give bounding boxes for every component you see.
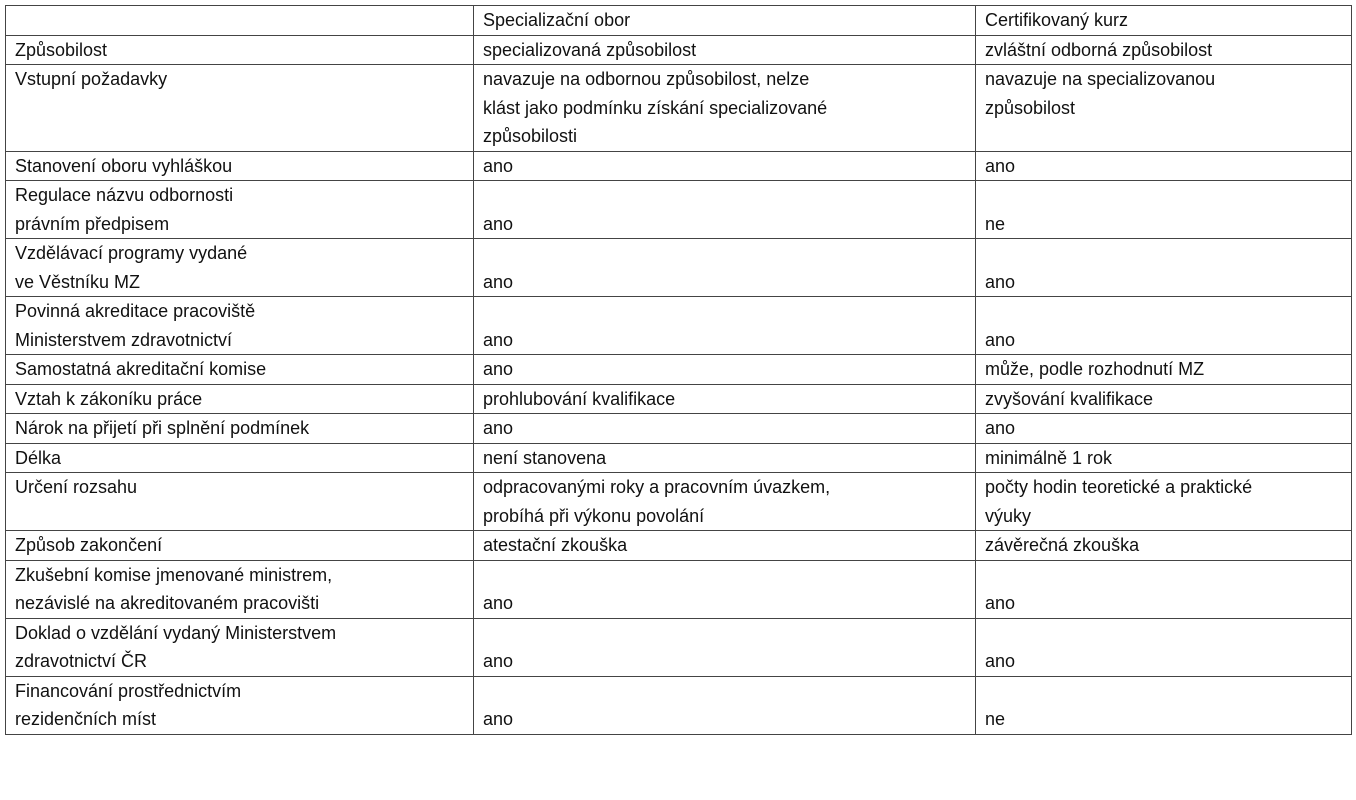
table-row — [6, 384, 1352, 414]
cell-text-line: Financování prostřednictvím — [15, 680, 242, 701]
label-cell — [6, 676, 474, 734]
label-cell — [6, 297, 474, 355]
cell-text-line: Vstupní požadavky — [15, 69, 168, 89]
cell-text-line: ano — [483, 593, 514, 613]
label-cell — [6, 151, 474, 181]
cell-text-line: Vztah k zákoníku práce — [15, 388, 203, 409]
cell-text-line: navazuje na odbornou způsobilost, nelze — [483, 69, 810, 89]
cell-text-line: ano — [483, 213, 514, 234]
cell-text-line: ano — [985, 155, 1016, 176]
label-cell — [6, 473, 474, 531]
header-cell-empty — [6, 6, 474, 36]
cell-text-line: ano — [483, 271, 514, 292]
label-cell — [6, 181, 474, 239]
cell-text-line: Délka — [15, 447, 62, 468]
label-cell — [6, 35, 474, 65]
cell-text-line: navazuje na specializovanou — [985, 69, 1216, 89]
certifikovany-kurz-cell — [976, 239, 1352, 297]
specializacni-obor-cell — [474, 65, 976, 152]
certifikovany-kurz-cell — [976, 151, 1352, 181]
label-cell — [6, 443, 474, 473]
table-row — [6, 676, 1352, 734]
specializacni-obor-cell — [474, 151, 976, 181]
specializacni-obor-cell — [474, 414, 976, 444]
label-cell — [6, 239, 474, 297]
cell-text-line: Vzdělávací programy vydané — [15, 243, 248, 263]
table-row — [6, 35, 1352, 65]
cell-text-line: minimálně 1 rok — [985, 447, 1113, 468]
header-label-certifikovany-kurz: Certifikovaný kurz — [985, 10, 1129, 30]
cell-text-line: Samostatná akreditační komise — [15, 359, 267, 379]
label-cell — [6, 355, 474, 385]
certifikovany-kurz-cell — [976, 65, 1352, 152]
cell-text-line: ano — [483, 418, 514, 438]
specializacni-obor-cell — [474, 560, 976, 618]
cell-text-line: Určení rozsahu — [15, 477, 138, 497]
cell-text-line: způsobilosti — [483, 126, 578, 146]
table-body — [6, 6, 1352, 735]
cell-text-line: ano — [483, 709, 514, 729]
table-row — [6, 443, 1352, 473]
table-row — [6, 65, 1352, 152]
cell-text-line: výuky — [985, 505, 1032, 526]
cell-text-line: odpracovanými roky a pracovním úvazkem, — [483, 477, 831, 497]
specializacni-obor-cell — [474, 676, 976, 734]
cell-text-line: závěrečná zkouška — [985, 535, 1140, 555]
comparison-table — [5, 5, 1352, 735]
cell-text-line: ne — [985, 709, 1006, 729]
specializacni-obor-cell — [474, 618, 976, 676]
table-row — [6, 560, 1352, 618]
table-row — [6, 473, 1352, 531]
cell-text-line: ne — [985, 213, 1006, 234]
specializacni-obor-cell — [474, 35, 976, 65]
header-cell-certifikovany-kurz — [976, 6, 1352, 36]
specializacni-obor-cell — [474, 531, 976, 561]
certifikovany-kurz-cell — [976, 297, 1352, 355]
table-row — [6, 414, 1352, 444]
header-row — [6, 6, 1352, 36]
cell-text-line: ve Věstníku MZ — [15, 271, 141, 292]
cell-text-line: může, podle rozhodnutí MZ — [985, 359, 1205, 379]
label-cell — [6, 618, 474, 676]
table-row — [6, 531, 1352, 561]
certifikovany-kurz-cell — [976, 618, 1352, 676]
cell-text-line: ano — [985, 651, 1016, 671]
cell-text-line: ano — [985, 271, 1016, 292]
table-row — [6, 618, 1352, 676]
certifikovany-kurz-cell — [976, 443, 1352, 473]
certifikovany-kurz-cell — [976, 384, 1352, 414]
certifikovany-kurz-cell — [976, 473, 1352, 531]
cell-text-line: Zkušební komise jmenované ministrem, — [15, 564, 333, 585]
certifikovany-kurz-cell — [976, 531, 1352, 561]
cell-text-line: atestační zkouška — [483, 535, 628, 555]
table-row — [6, 151, 1352, 181]
cell-text-line: ano — [483, 155, 514, 176]
label-cell — [6, 560, 474, 618]
cell-text-line: Ministerstvem zdravotnictví — [15, 329, 233, 350]
header-label-specializacni-obor: Specializační obor — [483, 10, 631, 30]
specializacni-obor-cell — [474, 443, 976, 473]
label-cell — [6, 384, 474, 414]
cell-text-line: zdravotnictví ČR — [15, 651, 148, 671]
cell-text-line: Povinná akreditace pracoviště — [15, 301, 256, 321]
certifikovany-kurz-cell — [976, 676, 1352, 734]
table-row — [6, 355, 1352, 385]
cell-text-line: ano — [483, 651, 514, 671]
table-row — [6, 239, 1352, 297]
cell-text-line: počty hodin teoretické a praktické — [985, 477, 1253, 497]
cell-text-line: ano — [483, 359, 514, 379]
cell-text-line: způsobilost — [985, 97, 1076, 118]
specializacni-obor-cell — [474, 384, 976, 414]
certifikovany-kurz-cell — [976, 35, 1352, 65]
cell-text-line: není stanovena — [483, 447, 607, 468]
header-cell-specializacni-obor — [474, 6, 976, 36]
cell-text-line: klást jako podmínku získání specializované — [483, 97, 828, 118]
cell-text-line: ano — [483, 329, 514, 350]
table-row — [6, 297, 1352, 355]
certifikovany-kurz-cell — [976, 414, 1352, 444]
cell-text-line: ano — [985, 593, 1016, 613]
specializacni-obor-cell — [474, 297, 976, 355]
cell-text-line: specializovaná způsobilost — [483, 39, 697, 60]
cell-text-line: probíhá při výkonu povolání — [483, 505, 705, 526]
cell-text-line: prohlubování kvalifikace — [483, 388, 676, 409]
certifikovany-kurz-cell — [976, 560, 1352, 618]
specializacni-obor-cell — [474, 181, 976, 239]
cell-text-line: zvláštní odborná způsobilost — [985, 39, 1213, 60]
cell-text-line: právním předpisem — [15, 213, 170, 234]
cell-text-line: Způsobilost — [15, 39, 108, 60]
table-row — [6, 181, 1352, 239]
specializacni-obor-cell — [474, 473, 976, 531]
cell-text-line: Regulace názvu odbornosti — [15, 185, 234, 205]
certifikovany-kurz-cell — [976, 181, 1352, 239]
cell-text-line: Nárok na přijetí při splnění podmínek — [15, 418, 310, 438]
cell-text-line: Doklad o vzdělání vydaný Ministerstvem — [15, 622, 337, 643]
label-cell — [6, 414, 474, 444]
label-cell — [6, 65, 474, 152]
cell-text-line: ano — [985, 329, 1016, 350]
specializacni-obor-cell — [474, 355, 976, 385]
certifikovany-kurz-cell — [976, 355, 1352, 385]
cell-text-line: nezávislé na akreditovaném pracovišti — [15, 593, 320, 613]
cell-text-line: Stanovení oboru vyhláškou — [15, 155, 233, 176]
cell-text-line: rezidenčních míst — [15, 709, 157, 729]
label-cell — [6, 531, 474, 561]
specializacni-obor-cell — [474, 239, 976, 297]
cell-text-line: ano — [985, 418, 1016, 438]
cell-text-line: Způsob zakončení — [15, 535, 163, 555]
cell-text-line: zvyšování kvalifikace — [985, 388, 1154, 409]
